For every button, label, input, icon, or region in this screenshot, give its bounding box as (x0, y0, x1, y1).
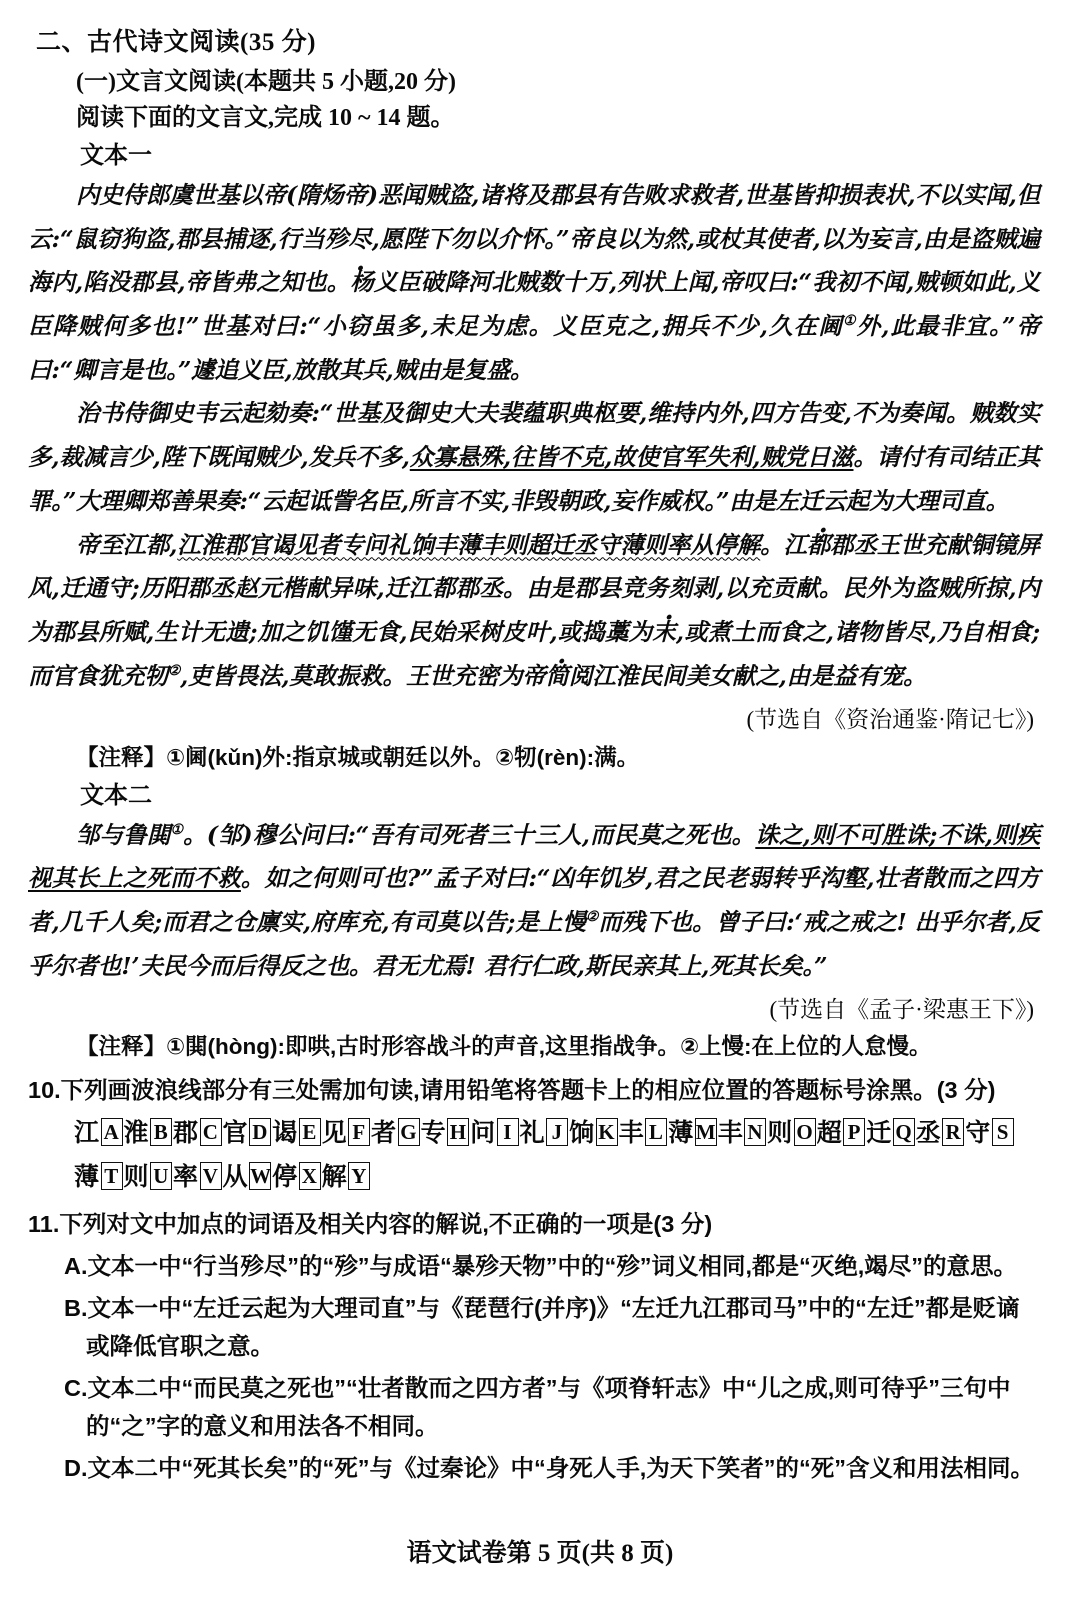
answer-box-o[interactable]: O (794, 1118, 816, 1146)
answer-box-v[interactable]: V (200, 1162, 222, 1190)
option-text: 文本一中“左迁云起为大理司直”与《琵琶行(并序)》“左迁九江郡司马”中的“左迁”都是贬谪或降低官职之意。 (86, 1295, 1020, 1360)
para-run: 而残下也。曾子曰:‘戒之戒之! 出乎尔者,反乎尔者也!’夫民今而后得反之也。君无尤焉! 君行仁政,斯民亲其上,死其长矣。” (28, 907, 1040, 980)
para-run: ,以充贡献。民外为盗贼所掠,内为郡县所赋,生计无遗;加之饥馑无食,民始采树皮 (28, 574, 1040, 646)
punctuation-token-char: 饷 (569, 1118, 595, 1148)
punctuation-token-char: 礼 (519, 1118, 546, 1148)
option-letter: D. (64, 1455, 88, 1482)
punctuation-token-char: 见 (321, 1118, 348, 1148)
punctuation-token-char: 丰 (717, 1118, 744, 1148)
para-run: 。请付有司结正其罪。”大理卿郑善果奏:“云起诋訾名臣,所言不实,非毁朝政,妄作威权。”由是 (28, 443, 1041, 515)
para-run: 外,此最非宜。”帝曰:“卿言是也。”遽追义臣,放散其兵,贼由是复盛。 (28, 312, 1040, 384)
text-two-paragraph-1 (28, 814, 1040, 989)
punctuation-token-char: 薄 (668, 1118, 694, 1148)
para-run: ,吏皆畏法,莫敢振救。王世充密为帝简阅江淮民间美女献之,由是益有宠。 (180, 661, 927, 690)
answer-box-j[interactable]: J (546, 1118, 568, 1146)
underlined-passage: 诛之,则不可胜诛;不诛,则疾视其长上之死而不救 (28, 820, 1040, 893)
text-one-paragraph-1 (28, 174, 1040, 393)
para-run: 帝至江都, (76, 530, 178, 559)
question-10-stem (28, 1071, 1040, 1109)
para-run: 云起为大理司直。 (822, 486, 1009, 515)
answer-box-d[interactable]: D (249, 1118, 271, 1146)
punctuation-token-char: 江 (74, 1118, 100, 1148)
annotation-marker: ① (842, 313, 857, 330)
answer-box-y[interactable]: Y (348, 1162, 370, 1190)
answer-box-h[interactable]: H (447, 1118, 469, 1146)
section-subheading: (一)文言文阅读(本题共 5 小题,20 分) (76, 68, 456, 95)
punctuation-token-char: 则 (767, 1118, 793, 1148)
question-11-stem (28, 1205, 1040, 1243)
answer-box-u[interactable]: U (150, 1162, 172, 1190)
text-one-paragraph-2 (28, 392, 1040, 523)
punctuation-token-char: 专 (420, 1118, 447, 1148)
question-10-token-row (28, 1111, 1040, 1199)
question-number: 10. (28, 1077, 61, 1104)
text-one-paragraph-3 (28, 524, 1040, 699)
answer-box-r[interactable]: R (942, 1118, 964, 1146)
text-two-notes: 【注释】①閧(hòng):即哄,古时形容战斗的声音,这里指战争。②上慢:在上位的人怠慢。 (76, 1034, 932, 1060)
dot-emphasis: 殄 (324, 224, 349, 253)
punctuation-token-char: 丰 (618, 1118, 645, 1148)
punctuation-token-char: 守 (965, 1118, 991, 1148)
option-letter: B. (64, 1295, 88, 1322)
dot-emphasis: 左迁 (775, 486, 823, 515)
para-run: 尽,愿陛下勿以介怀。”帝良以为然,或杖其使者,以为妄言,由是盗贼遍海内,陷没郡县,帝皆弗之知也。杨义臣破降河北贼数十万,列状上闻,帝叹曰:“我初不闻,贼顿如此,义臣降贼何多也!”世基对曰:“小窃虽多,未足为虑。义臣克之,拥兵不少,久在阃 (28, 224, 1040, 341)
punctuation-token-char: 从 (222, 1162, 249, 1192)
text-two-source: (节选自《孟子·梁惠王下》) (769, 997, 1034, 1023)
question-text: 下列画波浪线部分有三处需加句读,请用铅笔将答题卡上的相应位置的答题标号涂黑。(3 分) (60, 1077, 996, 1104)
question-text: 下列对文中加点的词语及相关内容的解说,不正确的一项是(3 分) (59, 1210, 713, 1237)
answer-box-b[interactable]: B (150, 1118, 172, 1146)
answer-box-a[interactable]: A (101, 1118, 123, 1146)
punctuation-token-char: 薄 (74, 1162, 100, 1192)
annotation-marker: ② (167, 662, 181, 679)
answer-box-x[interactable]: X (299, 1162, 321, 1190)
dot-emphasis: 郡县竞务刻剥 · (574, 574, 716, 602)
para-run: 。(邹)穆公问曰:“吾有司死者三十三人,而民莫之死也。 (183, 820, 756, 849)
punctuation-token-char: 问 (470, 1118, 496, 1148)
answer-box-p[interactable]: P (843, 1118, 865, 1146)
punctuation-token-char: 迁 (866, 1118, 892, 1148)
answer-box-t[interactable]: T (101, 1162, 123, 1190)
page-content (28, 24, 1040, 1487)
text-one-notes: 【注释】①阃(kǔn)外:指京城或朝廷以外。②牣(rèn):满。 (76, 744, 640, 770)
answer-box-g[interactable]: G (398, 1118, 420, 1146)
option-b[interactable] (28, 1289, 1040, 1365)
answer-box-m[interactable]: M (695, 1120, 717, 1145)
punctuation-token-char: 解 (321, 1162, 348, 1192)
answer-box-s[interactable]: S (992, 1118, 1014, 1146)
option-letter: A. (64, 1253, 88, 1280)
punctuation-token-char: 率 (173, 1162, 199, 1192)
text-one-source: (节选自《资治通鉴·隋记七》) (746, 707, 1034, 733)
para-run: ,或捣藁为末,或煮土而食之,诸物皆尽,乃自相食;而官食犹充牣 (28, 618, 1040, 690)
answer-box-n[interactable]: N (744, 1118, 766, 1146)
para-run: 治书侍御史韦云起劾奏:“世基及御史大夫裴蕴职典枢要,维持内外,四方告变,不为奏闻。贼数实多,裁减言少,陛下既闻贼少,发兵不多, (28, 399, 1040, 472)
underlined-passage: 众寡悬殊,往皆不克,故使官军失利,贼党日滋 (409, 443, 854, 472)
option-text: 文本一中“行当殄尽”的“殄”与成语“暴殄天物”中的“殄”词义相同,都是“灭绝,竭尽”的意思。 (87, 1253, 1018, 1280)
dot-emphasis: 叶 (525, 618, 550, 646)
punctuation-token-char: 官 (222, 1118, 249, 1148)
annotation-marker: ② (585, 909, 599, 926)
answer-box-f[interactable]: F (348, 1118, 370, 1146)
wavy-underlined-passage: 江淮郡官谒见者专问礼饷丰薄丰则超迁丞守薄则率从停解 (177, 530, 761, 559)
text-two-label: 文本二 (80, 782, 152, 809)
punctuation-token-char: 者 (371, 1118, 397, 1148)
answer-box-e[interactable]: E (299, 1118, 321, 1146)
para-run: 。如之何则可也?”孟子对曰:“凶年饥岁,君之民老弱转乎沟壑,壮者散而之四方者,几千人矣;而君之仓廪实,府库充,有司莫以告;是上慢 (28, 864, 1040, 936)
answer-box-k[interactable]: K (596, 1118, 618, 1146)
text-one-label: 文本一 (80, 142, 152, 169)
punctuation-token-char: 淮 (123, 1118, 150, 1148)
punctuation-token-char: 超 (816, 1118, 843, 1148)
section-instruction: 阅读下面的文言文,完成 10 ~ 14 题。 (76, 104, 455, 131)
page-footer: 语文试卷第 5 页(共 8 页) (406, 1540, 674, 1567)
option-a[interactable] (28, 1247, 1040, 1285)
para-run: 内史侍郎虞世基以帝(隋炀帝)恶闻贼盗,诸将及郡县有告败求救者,世基皆抑损表状,不以实闻,但云:“鼠窃狗盗,郡县捕逐,行当 (28, 180, 1040, 253)
answer-box-q[interactable]: Q (893, 1118, 915, 1146)
answer-box-l[interactable]: L (645, 1118, 667, 1146)
punctuation-token-char: 谒 (272, 1118, 298, 1148)
answer-box-c[interactable]: C (200, 1118, 222, 1146)
question-number: 11. (28, 1210, 60, 1237)
option-letter: C. (64, 1375, 88, 1402)
answer-box-i[interactable]: I (497, 1118, 519, 1146)
punctuation-token-char: 郡 (173, 1118, 199, 1148)
punctuation-token-char: 停 (272, 1162, 298, 1192)
punctuation-token-char: 丞 (915, 1118, 942, 1148)
option-c[interactable] (28, 1369, 1040, 1445)
section-heading: 二、古代诗文阅读(35 分) (36, 29, 316, 56)
para-run: 。江都郡丞王世充献铜镜屏风,迁通守;历阳郡丞赵元楷献异味,迁江都郡丞。由是 (28, 530, 1040, 603)
option-d[interactable] (28, 1449, 1040, 1487)
option-text: 文本二中“死其长矣”的“死”与《过秦论》中“身死人手,为天下笑者”的“死”含义和用法相同。 (87, 1455, 1035, 1482)
punctuation-token-char: 则 (123, 1162, 150, 1192)
annotation-marker: ① (170, 821, 184, 838)
para-run: 邹与鲁閧 (76, 820, 171, 849)
answer-box-w[interactable]: W (250, 1164, 272, 1189)
option-text: 文本二中“而民莫之死也”“壮者散而之四方者”与《项脊轩志》中“儿之成,则可待乎”三句中的“之”字的意义和用法各不相同。 (86, 1375, 1011, 1440)
